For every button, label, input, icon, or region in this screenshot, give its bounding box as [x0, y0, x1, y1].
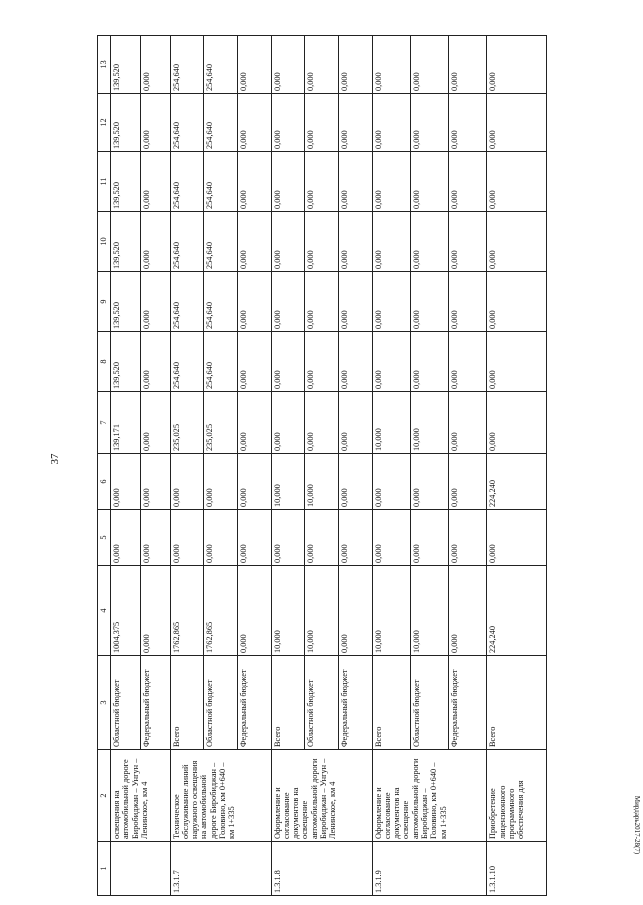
- amount-cell: 10,000: [305, 566, 339, 656]
- amount-cell: 0,000: [410, 152, 448, 212]
- item-name: Оформление и согласование документов на освещение автомобильной дороги Биробиджан – Унгун – Ленинское, км 4: [271, 750, 372, 842]
- amount-cell: 139,520: [111, 272, 141, 332]
- funding-source: Всего: [487, 656, 547, 750]
- amount-cell: 10,000: [372, 566, 410, 656]
- amount-cell: 0,000: [305, 36, 339, 94]
- funding-source: Федеральный бюджет: [338, 656, 372, 750]
- column-number: 11: [98, 152, 111, 212]
- footer-code: Мирдарь2017-28(7): [633, 795, 641, 855]
- amount-cell: 139,520: [111, 212, 141, 272]
- amount-cell: 0,000: [449, 36, 487, 94]
- amount-cell: 0,000: [487, 272, 547, 332]
- amount-cell: 0,000: [140, 454, 170, 510]
- table-row: [487, 36, 547, 896]
- amount-cell: 0,000: [271, 332, 305, 392]
- funding-source: Областной бюджет: [111, 656, 141, 750]
- amount-cell: 0,000: [372, 454, 410, 510]
- column-number: 7: [98, 392, 111, 454]
- amount-cell: 0,000: [237, 332, 271, 392]
- amount-cell: 235,025: [204, 392, 238, 454]
- amount-cell: 0,000: [338, 510, 372, 566]
- amount-cell: 0,000: [237, 36, 271, 94]
- amount-cell: 0,000: [410, 272, 448, 332]
- amount-cell: 139,520: [111, 332, 141, 392]
- amount-cell: 254,640: [170, 152, 204, 212]
- column-number: 13: [98, 36, 111, 94]
- amount-cell: 0,000: [449, 510, 487, 566]
- funding-source: Всего: [170, 656, 204, 750]
- amount-cell: 0,000: [338, 212, 372, 272]
- amount-cell: 224,240: [487, 566, 547, 656]
- amount-cell: 0,000: [410, 454, 448, 510]
- amount-cell: 0,000: [271, 212, 305, 272]
- amount-cell: 0,000: [449, 152, 487, 212]
- amount-cell: 0,000: [372, 94, 410, 152]
- amount-cell: 254,640: [204, 36, 238, 94]
- amount-cell: 0,000: [449, 392, 487, 454]
- amount-cell: 0,000: [487, 510, 547, 566]
- amount-cell: 0,000: [410, 94, 448, 152]
- amount-cell: 0,000: [305, 272, 339, 332]
- amount-cell: 139,171: [111, 392, 141, 454]
- amount-cell: 0,000: [305, 392, 339, 454]
- item-code: 1.3.1.10: [487, 842, 547, 896]
- amount-cell: 0,000: [305, 510, 339, 566]
- amount-cell: 0,000: [487, 94, 547, 152]
- funding-source: Федеральный бюджет: [449, 656, 487, 750]
- amount-cell: 10,000: [271, 454, 305, 510]
- amount-cell: 0,000: [140, 510, 170, 566]
- amount-cell: 0,000: [338, 272, 372, 332]
- table-row: [372, 36, 410, 896]
- amount-cell: 0,000: [449, 212, 487, 272]
- item-code: 1.3.1.7: [170, 842, 271, 896]
- amount-cell: 254,640: [170, 272, 204, 332]
- amount-cell: 0,000: [170, 454, 204, 510]
- amount-cell: 0,000: [204, 510, 238, 566]
- amount-cell: 0,000: [338, 392, 372, 454]
- funding-source: Федеральный бюджет: [140, 656, 170, 750]
- amount-cell: 254,640: [170, 332, 204, 392]
- amount-cell: 139,520: [111, 94, 141, 152]
- amount-cell: 0,000: [372, 510, 410, 566]
- amount-cell: 0,000: [449, 272, 487, 332]
- amount-cell: 0,000: [410, 510, 448, 566]
- table-body: [98, 36, 547, 896]
- table-row: [170, 36, 204, 896]
- budget-table: [97, 35, 547, 896]
- column-number: 5: [98, 510, 111, 566]
- amount-cell: 10,000: [271, 566, 305, 656]
- amount-cell: 254,640: [204, 212, 238, 272]
- amount-cell: 0,000: [305, 332, 339, 392]
- funding-source: Областной бюджет: [204, 656, 238, 750]
- amount-cell: 0,000: [449, 332, 487, 392]
- funding-source: Всего: [372, 656, 410, 750]
- item-name: освещения на автомобильной дороге Биробиджан – Унгун – Ленинское, км 4: [111, 750, 171, 842]
- column-number: 9: [98, 272, 111, 332]
- funding-source: Областной бюджет: [305, 656, 339, 750]
- amount-cell: 10,000: [410, 566, 448, 656]
- amount-cell: 0,000: [449, 566, 487, 656]
- amount-cell: 0,000: [111, 454, 141, 510]
- column-number-row: [98, 36, 111, 896]
- amount-cell: 254,640: [204, 332, 238, 392]
- item-name: Приобретение лицензионного программного обеспечения для: [487, 750, 547, 842]
- amount-cell: 0,000: [237, 454, 271, 510]
- amount-cell: 0,000: [410, 332, 448, 392]
- amount-cell: 0,000: [271, 152, 305, 212]
- amount-cell: 0,000: [338, 566, 372, 656]
- amount-cell: 0,000: [338, 36, 372, 94]
- funding-source: Федеральный бюджет: [237, 656, 271, 750]
- amount-cell: 139,520: [111, 36, 141, 94]
- column-number: 1: [98, 842, 111, 896]
- column-number: 6: [98, 454, 111, 510]
- column-number: 12: [98, 94, 111, 152]
- column-number: 3: [98, 656, 111, 750]
- amount-cell: 1004,375: [111, 566, 141, 656]
- amount-cell: 0,000: [487, 152, 547, 212]
- amount-cell: 0,000: [237, 392, 271, 454]
- amount-cell: 0,000: [372, 152, 410, 212]
- amount-cell: 0,000: [140, 36, 170, 94]
- amount-cell: 0,000: [140, 212, 170, 272]
- amount-cell: 0,000: [338, 332, 372, 392]
- amount-cell: 0,000: [410, 212, 448, 272]
- amount-cell: 0,000: [410, 36, 448, 94]
- amount-cell: 0,000: [170, 510, 204, 566]
- amount-cell: 0,000: [140, 332, 170, 392]
- table-row: [111, 36, 141, 896]
- amount-cell: 0,000: [305, 94, 339, 152]
- item-code: [111, 842, 171, 896]
- amount-cell: 0,000: [271, 94, 305, 152]
- amount-cell: 235,025: [170, 392, 204, 454]
- item-code: 1.3.1.9: [372, 842, 487, 896]
- amount-cell: 0,000: [372, 36, 410, 94]
- amount-cell: 0,000: [487, 392, 547, 454]
- amount-cell: 254,640: [204, 94, 238, 152]
- amount-cell: 0,000: [271, 392, 305, 454]
- amount-cell: 0,000: [338, 152, 372, 212]
- amount-cell: 0,000: [237, 272, 271, 332]
- amount-cell: 254,640: [204, 272, 238, 332]
- amount-cell: 0,000: [338, 94, 372, 152]
- amount-cell: 0,000: [140, 272, 170, 332]
- amount-cell: 0,000: [140, 392, 170, 454]
- item-name: Техническое обслуживание линий наружного освещения на автомобильной дороге Биробиджан – Головино, км 0+640 – км 1+335: [170, 750, 271, 842]
- amount-cell: 139,520: [111, 152, 141, 212]
- amount-cell: 0,000: [449, 454, 487, 510]
- amount-cell: 1762,865: [170, 566, 204, 656]
- funding-source: Областной бюджет: [410, 656, 448, 750]
- amount-cell: 10,000: [410, 392, 448, 454]
- amount-cell: 0,000: [372, 212, 410, 272]
- amount-cell: 0,000: [271, 272, 305, 332]
- column-number: 2: [98, 750, 111, 842]
- funding-source: Всего: [271, 656, 305, 750]
- amount-cell: 254,640: [170, 212, 204, 272]
- budget-table-container: [97, 36, 547, 896]
- amount-cell: 0,000: [271, 36, 305, 94]
- amount-cell: 0,000: [237, 212, 271, 272]
- amount-cell: 0,000: [237, 510, 271, 566]
- column-number: 8: [98, 332, 111, 392]
- amount-cell: 254,640: [204, 152, 238, 212]
- amount-cell: 0,000: [305, 212, 339, 272]
- amount-cell: 0,000: [372, 332, 410, 392]
- amount-cell: 254,640: [170, 36, 204, 94]
- amount-cell: 1762,865: [204, 566, 238, 656]
- amount-cell: 0,000: [111, 510, 141, 566]
- amount-cell: 0,000: [487, 212, 547, 272]
- amount-cell: 0,000: [237, 152, 271, 212]
- amount-cell: 0,000: [338, 454, 372, 510]
- amount-cell: 0,000: [140, 566, 170, 656]
- amount-cell: 254,640: [170, 94, 204, 152]
- amount-cell: 0,000: [305, 152, 339, 212]
- column-number: 10: [98, 212, 111, 272]
- column-number: 4: [98, 566, 111, 656]
- amount-cell: 0,000: [449, 94, 487, 152]
- amount-cell: 10,000: [305, 454, 339, 510]
- amount-cell: 224,240: [487, 454, 547, 510]
- amount-cell: 0,000: [487, 36, 547, 94]
- amount-cell: 0,000: [237, 94, 271, 152]
- page-number: 37: [49, 453, 61, 465]
- amount-cell: 0,000: [140, 94, 170, 152]
- amount-cell: 0,000: [204, 454, 238, 510]
- amount-cell: 0,000: [372, 272, 410, 332]
- amount-cell: 0,000: [487, 332, 547, 392]
- amount-cell: 0,000: [237, 566, 271, 656]
- table-row: [271, 36, 305, 896]
- item-name: Оформление и согласование документов на освещение автомобильной дороги Биробиджан – Головино, км 0+640 – км 1+335: [372, 750, 487, 842]
- amount-cell: 0,000: [140, 152, 170, 212]
- amount-cell: 0,000: [271, 510, 305, 566]
- amount-cell: 10,000: [372, 392, 410, 454]
- item-code: 1.3.1.8: [271, 842, 372, 896]
